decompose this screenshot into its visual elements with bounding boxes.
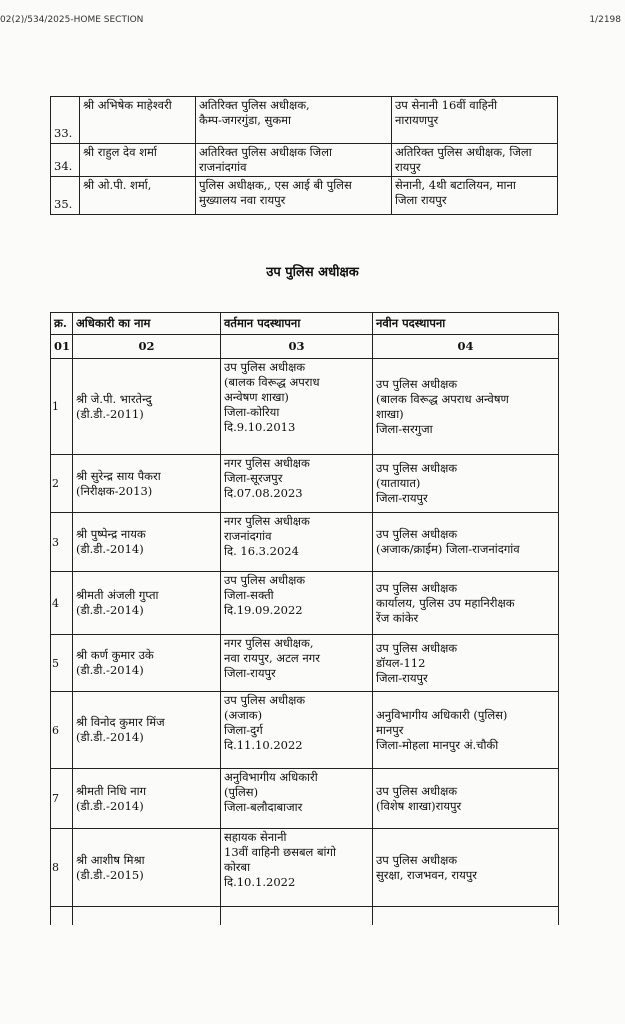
column-number: 02 xyxy=(73,335,221,359)
officers-table-continued xyxy=(50,96,558,215)
officer-name-line: (डी.डी.-2014) xyxy=(76,730,144,744)
serial-number: 33. xyxy=(51,97,80,144)
current-posting-line: पुलिस अधीक्षक,, एस आई बी पुलिस xyxy=(199,178,352,192)
table-row xyxy=(51,97,558,144)
current-posting-line: सहायक सेनानी xyxy=(224,830,287,844)
new-posting-line: जिला-सरगुजा xyxy=(376,421,433,436)
new-posting-line: (यातायात) xyxy=(376,476,421,490)
current-posting-line: जिला-रायपुर xyxy=(224,666,276,680)
current-posting-line: जिला-कोरिया xyxy=(224,405,280,419)
serial-number: 2 xyxy=(51,455,73,513)
new-posting xyxy=(373,769,559,829)
new-posting xyxy=(392,144,558,177)
current-posting xyxy=(196,97,392,144)
current-posting-line: राजनांदगांव xyxy=(199,160,247,174)
section-title: उप पुलिस अधीक्षक xyxy=(266,265,359,280)
officer-name xyxy=(73,692,221,769)
officer-name-line: श्री आशीष मिश्रा xyxy=(76,852,145,867)
new-posting-line: (बालक विरूद्ध अपराध अन्वेषण xyxy=(376,391,509,406)
new-posting xyxy=(373,455,559,513)
new-posting-line: नारायणपुर xyxy=(395,113,439,127)
current-posting-line: (पुलिस) xyxy=(224,785,259,799)
current-posting xyxy=(221,572,373,635)
serial-number: 6 xyxy=(51,692,73,769)
empty-cell xyxy=(373,907,559,925)
table-row xyxy=(51,635,559,692)
officer-name xyxy=(73,359,221,455)
officer-name-line: (डी.डी.-2015) xyxy=(76,867,144,882)
new-posting xyxy=(392,177,558,215)
table-row xyxy=(51,829,559,907)
new-posting-line: उप पुलिस अधीक्षक xyxy=(376,376,458,391)
new-posting-line: उप पुलिस अधीक्षक xyxy=(376,640,458,655)
current-posting-line: दि. 16.3.2024 xyxy=(224,544,299,558)
current-posting-line: कोरबा xyxy=(224,860,251,874)
current-posting xyxy=(221,692,373,769)
current-posting xyxy=(221,829,373,907)
new-posting-line: डॉयल-112 xyxy=(376,655,426,670)
table-row-partial xyxy=(51,907,559,925)
serial-number: 5 xyxy=(51,635,73,692)
column-number: 01 xyxy=(51,335,73,359)
header-officer-name: अधिकारी का नाम xyxy=(73,313,221,335)
new-posting xyxy=(392,97,558,144)
header-new-posting: नवीन पदस्थापना xyxy=(373,313,559,335)
current-posting-line: दि.07.08.2023 xyxy=(224,486,303,500)
officer-name-line: श्री कर्ण कुमार उके xyxy=(76,648,154,662)
table-row xyxy=(51,359,559,455)
officer-name-line: (डी.डी.-2014) xyxy=(76,663,144,677)
new-posting-line: मानपुर xyxy=(376,722,404,737)
new-posting-line: उप पुलिस अधीक्षक xyxy=(376,527,458,541)
officer-name-line: (डी.डी.-2014) xyxy=(76,798,144,813)
current-posting-line: (बालक विरूद्ध अपराध xyxy=(224,375,320,389)
serial-number: 35. xyxy=(51,177,80,215)
officer-name-line: श्रीमती अंजली गुप्ता xyxy=(76,588,159,602)
page-reference: 1/2198 xyxy=(589,15,621,25)
new-posting xyxy=(373,513,559,572)
new-posting-line: उप पुलिस अधीक्षक xyxy=(376,852,458,867)
serial-number: 4 xyxy=(51,572,73,635)
officer-name-line: (डी.डी.-2011) xyxy=(76,406,144,421)
officer-name-line: (डी.डी.-2014) xyxy=(76,603,144,617)
officer-name xyxy=(73,455,221,513)
current-posting-line: नगर पुलिस अधीक्षक xyxy=(224,514,310,528)
column-number: 03 xyxy=(221,335,373,359)
current-posting-line: जिला-सक्ती xyxy=(224,588,274,602)
officer-name-line: श्री सुरेन्द्र साय पैकरा xyxy=(76,468,161,483)
new-posting xyxy=(373,692,559,769)
table-row xyxy=(51,513,559,572)
table-row xyxy=(51,177,558,215)
officer-name xyxy=(73,572,221,635)
current-posting-line: दि.10.1.2022 xyxy=(224,875,296,889)
officer-name-line: (डी.डी.-2014) xyxy=(76,542,144,556)
officer-name xyxy=(73,769,221,829)
officer-name-line: श्री जे.पी. भारतेन्दु xyxy=(76,391,152,406)
officer-name-line: (निरीक्षक-2013) xyxy=(76,483,153,498)
officer-name xyxy=(73,635,221,692)
new-posting-line: अनुविभागीय अधिकारी (पुलिस) xyxy=(376,707,508,722)
current-posting-line: 13वीं वाहिनी छसबल बांगो xyxy=(224,845,336,859)
empty-cell xyxy=(73,907,221,925)
current-posting-line: नगर पुलिस अधीक्षक xyxy=(224,456,310,470)
current-posting-line: (अजाक) xyxy=(224,708,263,722)
empty-cell xyxy=(221,907,373,925)
current-posting-line: राजनांदगांव xyxy=(224,529,272,543)
current-posting xyxy=(221,635,373,692)
current-posting xyxy=(221,769,373,829)
new-posting xyxy=(373,635,559,692)
serial-number: 7 xyxy=(51,769,73,829)
new-posting-line: सुरक्षा, राजभवन, रायपुर xyxy=(376,867,477,882)
new-posting-line: जिला-मोहला मानपुर अं.चौकी xyxy=(376,737,499,752)
new-posting-line: सेनानी, 4थी बटालियन, माना xyxy=(395,178,516,192)
table-row xyxy=(51,692,559,769)
current-posting-line: उप पुलिस अधीक्षक xyxy=(224,693,306,707)
current-posting-line: उप पुलिस अधीक्षक xyxy=(224,573,306,587)
header-row xyxy=(51,313,559,335)
header-serial: क्र. xyxy=(51,313,73,335)
current-posting-line: अन्वेषण शाखा) xyxy=(224,390,289,404)
serial-number: 34. xyxy=(51,144,80,177)
column-number: 04 xyxy=(373,335,559,359)
new-posting-line: (अजाक/क्राईम) जिला-राजनांदगांव xyxy=(376,542,520,556)
officer-name xyxy=(73,829,221,907)
current-posting xyxy=(221,455,373,513)
current-posting xyxy=(221,359,373,455)
new-posting-line: जिला-रायपुर xyxy=(376,491,428,505)
officer-name: श्री ओ.पी. शर्मा, xyxy=(80,177,196,215)
officer-name xyxy=(73,513,221,572)
new-posting-line: जिला रायपुर xyxy=(395,193,447,207)
officer-name: श्री अभिषेक माहेश्वरी xyxy=(80,97,196,144)
current-posting-line: मुख्यालय नवा रायपुर xyxy=(199,193,286,207)
officer-name: श्री राहुल देव शर्मा xyxy=(80,144,196,177)
current-posting-line: जिला-दुर्ग xyxy=(224,723,263,737)
table-row xyxy=(51,769,559,829)
current-posting-line: दि.9.10.2013 xyxy=(224,420,296,434)
officer-name-line: श्रीमती निधि नाग xyxy=(76,783,147,798)
serial-number: 8 xyxy=(51,829,73,907)
new-posting-line: उप पुलिस अधीक्षक xyxy=(376,580,458,595)
new-posting-line: रायपुर xyxy=(395,160,421,174)
current-posting-line: उप पुलिस अधीक्षक xyxy=(224,360,306,374)
current-posting xyxy=(221,513,373,572)
new-posting-line: अतिरिक्त पुलिस अधीक्षक, जिला xyxy=(395,145,532,159)
new-posting-line: रेंज कांकेर xyxy=(376,610,419,625)
dsp-transfer-table xyxy=(50,312,559,925)
file-number: 02(2)/534/2025-HOME SECTION xyxy=(0,15,144,25)
officer-name-line: श्री विनोद कुमार मिंज xyxy=(76,715,165,729)
current-posting-line: जिला-सूरजपुर xyxy=(224,471,283,485)
current-posting-line: जिला-बलौदाबाजार xyxy=(224,800,303,814)
current-posting-line: दि.19.09.2022 xyxy=(224,603,303,617)
current-posting-line: नगर पुलिस अधीक्षक, xyxy=(224,636,314,650)
current-posting-line: नवा रायपुर, अटल नगर xyxy=(224,651,320,665)
new-posting-line: उप पुलिस अधीक्षक xyxy=(376,783,458,798)
current-posting-line: कैम्प-जगरगुंडा, सुकमा xyxy=(199,113,292,127)
table-row xyxy=(51,455,559,513)
officer-name-line: श्री पुष्पेन्द्र नायक xyxy=(76,527,146,541)
new-posting xyxy=(373,829,559,907)
empty-cell xyxy=(51,907,73,925)
current-posting-line: अतिरिक्त पुलिस अधीक्षक, xyxy=(199,98,310,112)
serial-number: 3 xyxy=(51,513,73,572)
new-posting-line: शाखा) xyxy=(376,406,404,421)
new-posting-line: (विशेष शाखा)रायपुर xyxy=(376,798,462,813)
current-posting xyxy=(196,177,392,215)
serial-number: 1 xyxy=(51,359,73,455)
new-posting-line: जिला-रायपुर xyxy=(376,670,428,685)
new-posting-line: उप पुलिस अधीक्षक xyxy=(376,461,458,475)
current-posting-line: दि.11.10.2022 xyxy=(224,738,303,752)
current-posting-line: अतिरिक्त पुलिस अधीक्षक जिला xyxy=(199,145,332,159)
new-posting-line: उप सेनानी 16वीं वाहिनी xyxy=(395,98,498,112)
new-posting xyxy=(373,572,559,635)
column-number-row xyxy=(51,335,559,359)
new-posting-line: कार्यालय, पुलिस उप महानिरीक्षक xyxy=(376,595,515,610)
new-posting xyxy=(373,359,559,455)
current-posting xyxy=(196,144,392,177)
table-row xyxy=(51,144,558,177)
current-posting-line: अनुविभागीय अधिकारी xyxy=(224,770,318,784)
table-row xyxy=(51,572,559,635)
header-current-posting: वर्तमान पदस्थापना xyxy=(221,313,373,335)
